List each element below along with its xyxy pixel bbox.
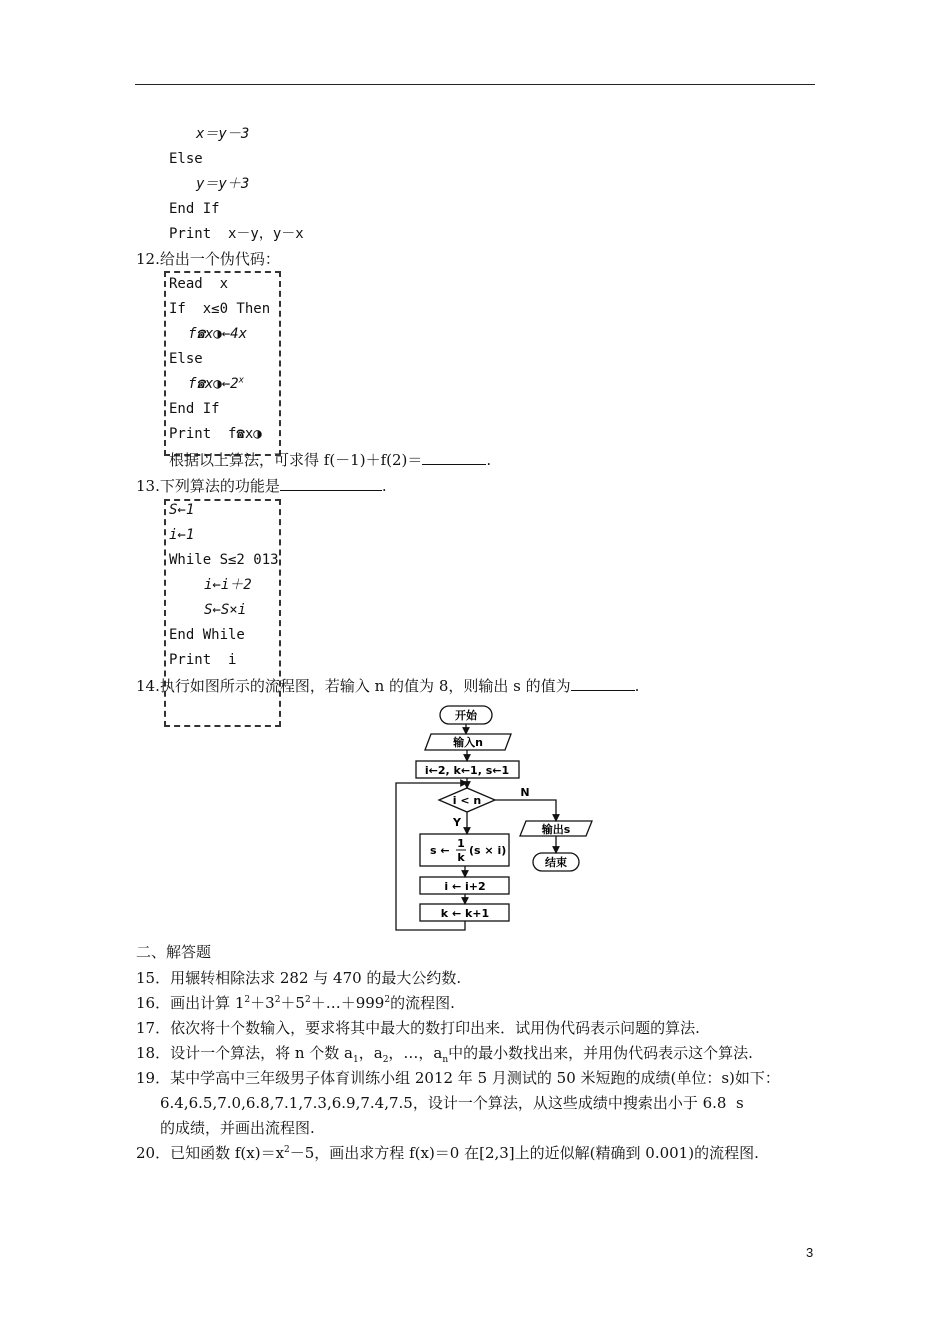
q14-text: 执行如图所示的流程图，若输入 n 的值为 8，则输出 s 的值为 xyxy=(159,677,571,695)
fraction-numerator: 1 xyxy=(457,837,465,850)
q13-code-line: i←i＋2 xyxy=(204,577,252,593)
q12-exponent: x xyxy=(238,375,244,386)
q13-code-line: S←S×i xyxy=(204,602,247,618)
end-label: 结束 xyxy=(545,856,567,869)
no-label: N xyxy=(520,786,530,799)
question-17: 17．依次将十个数输入，要求将其中最大的数打印出来．试用伪代码表示问题的算法. xyxy=(136,1019,700,1037)
increment-i-label: i ← i+2 xyxy=(444,880,486,893)
flowchart xyxy=(393,704,599,932)
yes-label: Y xyxy=(453,816,461,829)
s-assign-rhs: (s × i) xyxy=(469,844,507,857)
q12-number: 12. xyxy=(136,250,160,268)
question-20: 20．已知函数 $f(x)=x^2-5$，画出求方程 f(x)＝0 在[2,3]上的近似解(精确到 0.001)的流程图. xyxy=(136,1144,759,1162)
code11-line5: Print x－y，y－x xyxy=(169,226,304,242)
q12-code-line: Read x xyxy=(169,276,229,292)
fraction-denominator: k xyxy=(457,851,465,864)
input-label: 输入n xyxy=(453,736,483,749)
q13-code-line: i←1 xyxy=(169,527,195,543)
q13-code-line: While S≤2 013 xyxy=(169,552,279,568)
q14-period: . xyxy=(634,677,640,695)
header-rule xyxy=(135,84,815,85)
q13-code-line: S←1 xyxy=(169,502,195,518)
q12-code-line: If x≤0 Then xyxy=(169,301,271,317)
q12-heading xyxy=(136,249,280,269)
s-assign-lhs: s ← xyxy=(430,844,450,857)
question-19-line3: 的成绩，并画出流程图. xyxy=(160,1119,315,1137)
answer-blank xyxy=(422,450,486,465)
question-15: 15．用辗转相除法求 282 与 470 的最大公约数. xyxy=(136,969,462,987)
code11-line4: End If xyxy=(169,201,220,217)
answer-blank xyxy=(571,676,635,691)
code11-line2: Else xyxy=(169,151,203,167)
condition-label: i < n xyxy=(452,794,482,807)
question-19-line2: 6.4,6.5,7.0,6.8,7.1,7.3,6.9,7.4,7.5，设计一个算法，从这些成绩中搜索出小于 6.8 s xyxy=(160,1094,744,1112)
q14-heading xyxy=(136,676,639,696)
q12-code-text: f☎x◑←2 xyxy=(188,376,239,392)
q12-question-text: 根据以上算法，可求得 f(－1)＋f(2)＝ xyxy=(169,451,423,469)
q13-heading xyxy=(136,476,387,496)
output-label: 输出s xyxy=(541,823,571,836)
q14-number: 14. xyxy=(136,677,160,695)
page-number: 3 xyxy=(806,1245,814,1260)
q13-number: 13. xyxy=(136,477,160,495)
section-heading: 二、解答题 xyxy=(136,943,212,961)
q12-code-line: Print f☎x◑ xyxy=(169,426,262,442)
q12-code-line: f☎x◑←4x xyxy=(188,326,248,342)
q12-code-line: End If xyxy=(169,401,220,417)
code11-line3: y＝y＋3 xyxy=(196,176,250,192)
q12-period: . xyxy=(486,451,492,469)
question-19-line1: 19．某中学高中三年级男子体育训练小组 2012 年 5 月测试的 50 米短跑的成绩(单位：s)如下： xyxy=(136,1069,780,1087)
q12-question xyxy=(169,450,491,470)
q13-prompt: 下列算法的功能是 xyxy=(159,477,280,495)
q13-code-line: Print i xyxy=(169,652,237,668)
question-18: 18．设计一个算法，将 n 个数 $a_1$，$a_2$，…，$a_n$中的最小数找出来，并用伪代码表示这个算法. xyxy=(136,1044,753,1065)
code11-line1: x＝y－3 xyxy=(196,126,250,142)
init-label: i←2, k←1, s←1 xyxy=(424,764,510,777)
q12-code-line: Else xyxy=(169,351,203,367)
q12-prompt: 给出一个伪代码： xyxy=(159,250,280,268)
q13-period: . xyxy=(381,477,387,495)
increment-k-label: k ← k+1 xyxy=(440,907,490,920)
answer-blank xyxy=(280,476,382,491)
q12-code-line xyxy=(188,374,244,394)
start-label: 开始 xyxy=(455,709,477,722)
q13-code-line: End While xyxy=(169,627,245,643)
question-16: 16．画出计算 $1^2+3^2+5^2+\dots+999^2$的流程图. xyxy=(136,994,455,1012)
